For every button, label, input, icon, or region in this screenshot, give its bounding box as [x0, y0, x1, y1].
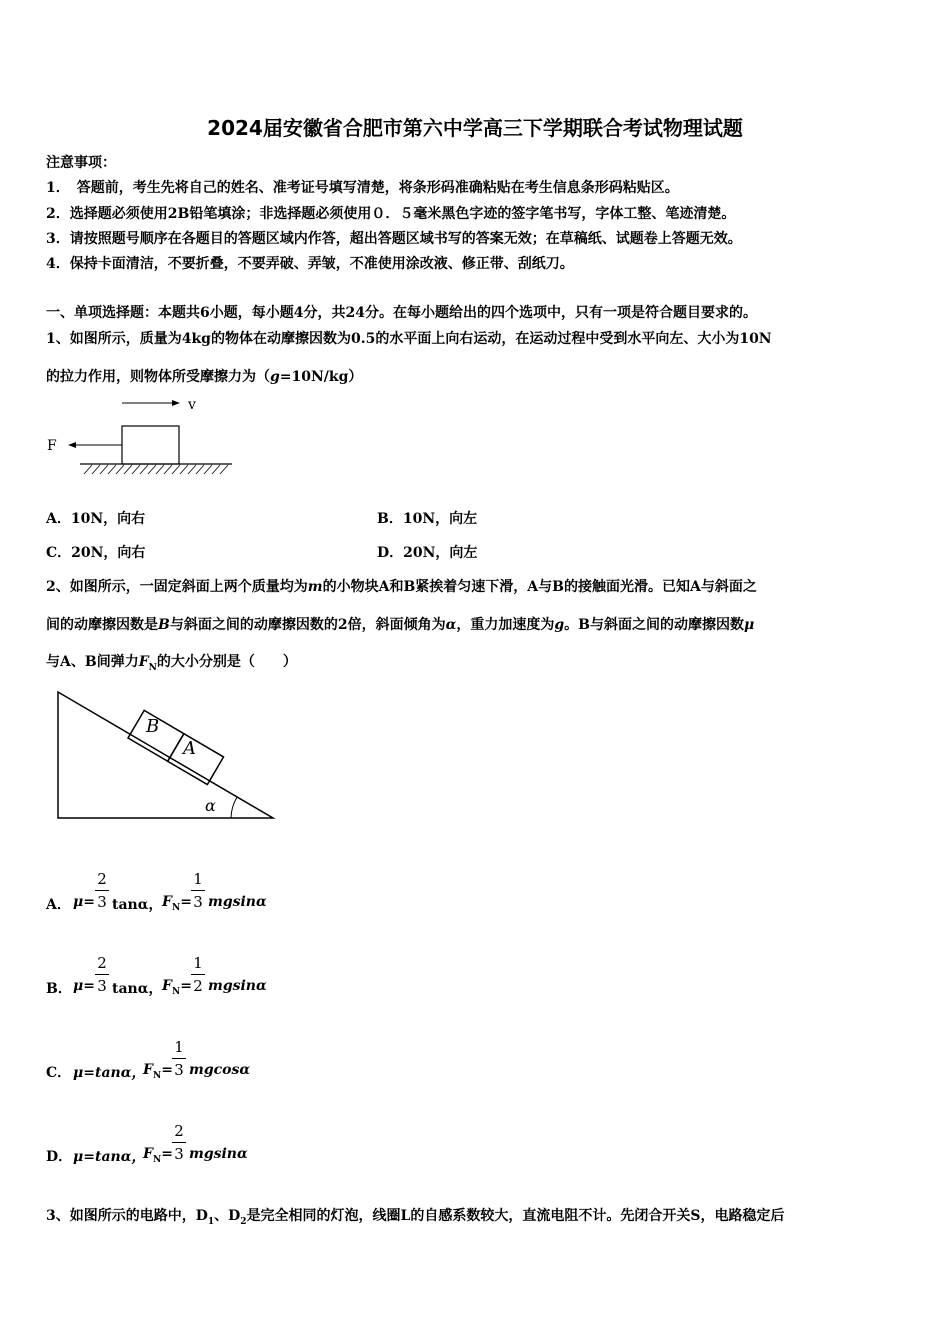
option-fn: $F_N=$ — [143, 1146, 173, 1165]
numerator: 1 — [193, 870, 203, 888]
q1-text-part: =10N/kg） — [279, 369, 363, 385]
q2-m-symbol: m — [307, 579, 323, 595]
option-label: B． — [46, 981, 72, 997]
q1-option-d: D．20N，向左 — [377, 545, 478, 561]
notice-item: 3．请按照题号顺序在各题目的答题区域内作答，超出答题区域书写的答案无效；在草稿纸、试题卷上答题无效。 — [46, 231, 742, 247]
q3-text-part: 3、如图所示的电路中，D — [46, 1208, 208, 1224]
option-tan: tanα， — [112, 981, 163, 997]
denominator: 3 — [174, 1061, 184, 1079]
notice-item: 1． 答题前，考生先将自己的姓名、准考证号填写清楚，将条形码准确粘贴在考生信息条形码粘贴区。 — [46, 180, 679, 196]
q2-n-subscript: N — [148, 662, 157, 673]
q2-text-part: 。B与斜面之间的动摩擦因数 — [564, 617, 745, 633]
numerator: 2 — [97, 870, 107, 888]
velocity-arrowhead — [172, 400, 180, 406]
fraction — [191, 953, 205, 996]
velocity-label: v — [188, 397, 196, 413]
q2-f-symbol: F — [138, 654, 149, 670]
option-fn: $F_N=$ — [143, 1062, 173, 1081]
option-label: A． — [46, 897, 71, 913]
option-mu: μ=tanα， — [73, 1065, 146, 1081]
q1-text-part: 的拉力作用，则物体所受摩擦力为（ — [46, 369, 270, 385]
q3-text-line1 — [46, 1205, 785, 1227]
option-tail: mgsinα — [189, 1146, 248, 1162]
numerator: 1 — [193, 954, 203, 972]
numerator: 2 — [97, 954, 107, 972]
q2-text-line3 — [46, 651, 297, 673]
ground-hatch — [84, 465, 228, 474]
q2-g-symbol: g — [554, 617, 565, 633]
q2-text-part: 与A、B间弹力 — [46, 654, 139, 670]
q3-text-part: 是完全相同的灯泡，线圈L的自感系数较大，直流电阻不计。先闭合开关S，电路稳定后 — [246, 1208, 785, 1224]
option-tail: mgsinα — [208, 978, 267, 994]
q2-b-symbol: B — [158, 617, 170, 633]
angle-label: α — [205, 796, 216, 815]
q1-option-b: B．10N，向左 — [377, 511, 478, 527]
option-fn: $F_N=$ — [162, 978, 192, 997]
option-tail: mgsinα — [208, 894, 267, 910]
q2-text-line1 — [46, 576, 757, 596]
q2-text-part: 2、如图所示，一固定斜面上两个质量均为 — [46, 579, 308, 595]
option-label: C． — [46, 1065, 72, 1081]
notice-heading: 注意事项： — [46, 155, 116, 171]
fraction — [95, 953, 109, 996]
q2-text-part: 的大小分别是（ ） — [156, 654, 297, 670]
q2-incline-figure — [50, 684, 285, 824]
blocks-group — [128, 710, 224, 784]
section-heading: 一、单项选择题：本题共6小题，每小题4分，共24分。在每小题给出的四个选项中，只有一项是符合题目要求的。 — [46, 305, 757, 321]
q2-alpha-symbol: α — [445, 617, 457, 633]
denominator: 3 — [174, 1145, 184, 1163]
q2-text-part: 间的动摩擦因数是 — [46, 617, 158, 633]
numerator: 2 — [174, 1122, 184, 1140]
fraction — [172, 1121, 186, 1164]
q1-text-line1: 1、如图所示，质量为4kg的物体在动摩擦因数为0.5的水平面上向右运动，在运动过程中受到水平向左、大小为10N — [46, 331, 772, 347]
fraction — [95, 869, 109, 912]
fraction — [172, 1037, 186, 1080]
option-mu: μ= — [73, 894, 95, 910]
q3-text-part: 、D — [214, 1208, 241, 1224]
option-mu: μ=tanα， — [73, 1149, 146, 1165]
q1-option-c: C．20N，向右 — [46, 545, 146, 561]
q3-subscript: 2 — [240, 1216, 247, 1227]
q1-text-line2 — [46, 366, 362, 386]
incline — [58, 692, 273, 818]
numerator: 1 — [174, 1038, 184, 1056]
q2-text-part: 的小物块A和B紧挨着匀速下滑，A与B的接触面光滑。已知A与斜面之 — [322, 579, 757, 595]
block — [122, 426, 179, 464]
q2-text-part: 与斜面之间的动摩擦因数的2倍，斜面倾角为 — [169, 617, 446, 633]
option-label: D． — [46, 1149, 73, 1165]
notice-item: 4．保持卡面清洁，不要折叠，不要弄破、弄皱，不准使用涂改液、修正带、刮纸刀。 — [46, 256, 574, 272]
angle-arc — [231, 798, 237, 819]
denominator: 2 — [193, 977, 203, 995]
q1-option-a: A．10N，向右 — [46, 511, 146, 527]
q2-text-line2 — [46, 614, 754, 634]
option-tan: tanα， — [112, 897, 163, 913]
notice-item: 2．选择题必须使用2B铅笔填涂；非选择题必须使用０．５毫米黑色字迹的签字笔书写，字体工整、笔迹清楚。 — [46, 206, 736, 222]
q2-mu-symbol: μ — [744, 617, 755, 633]
block-a-label: A — [183, 738, 196, 759]
q1-g-symbol: g — [270, 369, 280, 385]
q1-figure — [40, 392, 240, 482]
q2-text-part: ，重力加速度为 — [456, 617, 555, 633]
option-tail: mgcosα — [189, 1062, 251, 1078]
block-b-label: B — [146, 716, 160, 737]
option-fn: $F_N=$ — [162, 894, 192, 913]
denominator: 3 — [97, 893, 107, 911]
page-title: 2024届安徽省合肥市第六中学高三下学期联合考试物理试题 — [207, 116, 743, 140]
denominator: 3 — [97, 977, 107, 995]
force-label: F — [47, 438, 57, 454]
fraction — [191, 869, 205, 912]
denominator: 3 — [193, 893, 203, 911]
force-arrowhead — [68, 442, 76, 448]
q3-subscript: 1 — [207, 1216, 215, 1227]
option-mu: μ= — [73, 978, 95, 994]
